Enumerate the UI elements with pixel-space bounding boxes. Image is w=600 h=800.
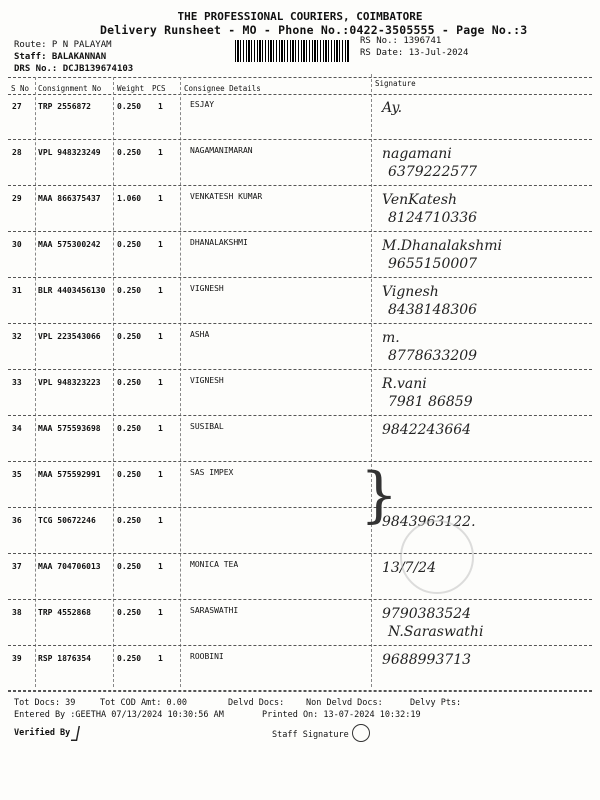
row-pcs: 1	[158, 562, 163, 571]
row-consignee-name: ROOBINI	[190, 652, 224, 661]
verifier-signature-mark: ˩	[70, 722, 81, 747]
row-signature: 9842243664	[382, 422, 472, 438]
verified-by: Verified By	[14, 728, 71, 738]
row-signature: R.vani	[382, 376, 427, 392]
col-divider	[113, 77, 114, 687]
row-pcs: 1	[158, 102, 163, 111]
row-sno: 38	[12, 608, 22, 617]
grouping-brace: }	[360, 460, 399, 530]
row-signature: 9790383524	[382, 606, 472, 622]
row-sno: 31	[12, 286, 22, 295]
row-signature: 9688993713	[382, 652, 472, 668]
row-divider	[8, 369, 592, 370]
staff-label: Staff: BALAKANNAN	[14, 52, 107, 62]
row-pcs: 1	[158, 148, 163, 157]
row-pcs: 1	[158, 424, 163, 433]
row-weight: 0.250	[117, 424, 142, 433]
delivery-points: Delvy Pts:	[410, 698, 462, 708]
row-consignment-no: TRP 4552868	[38, 608, 91, 617]
row-consignee-name: ASHA	[190, 330, 210, 339]
row-divider	[8, 139, 592, 140]
row-divider	[8, 599, 592, 600]
col-header-consignment: Consignment No	[38, 84, 102, 93]
non-delivered-docs: Non Delvd Docs:	[306, 698, 383, 708]
header-rule-top	[8, 77, 592, 78]
runsheet-subtitle: Delivery Runsheet - MO - Phone No.:0422-3505555 - Page No.:3	[100, 23, 528, 37]
row-divider	[8, 553, 592, 554]
printed-on: Printed On: 13-07-2024 10:32:19	[262, 710, 421, 720]
rs-date: RS Date: 13-Jul-2024	[360, 48, 469, 58]
barcode	[235, 40, 350, 62]
row-consignment-no: MAA 575300242	[38, 240, 101, 249]
row-pcs: 1	[158, 332, 163, 341]
row-pcs: 1	[158, 516, 163, 525]
company-stamp	[400, 520, 474, 594]
row-signature: M.Dhanalakshmi	[382, 238, 502, 254]
row-signature-phone: 7981 86859	[388, 394, 473, 410]
row-pcs: 1	[158, 194, 163, 203]
row-signature-phone: N.Saraswathi	[388, 624, 484, 640]
row-sno: 28	[12, 148, 22, 157]
col-header-sno: S No	[11, 84, 30, 93]
company-title: THE PROFESSIONAL COURIERS, COIMBATORE	[177, 10, 423, 23]
row-pcs: 1	[158, 470, 163, 479]
footer-rule	[8, 690, 592, 691]
row-signature: Ay.	[382, 100, 403, 116]
row-consignee-name: VIGNESH	[190, 376, 224, 385]
row-divider	[8, 323, 592, 324]
row-divider	[8, 645, 592, 646]
row-signature-phone: 8778633209	[388, 348, 478, 364]
total-docs: Tot Docs: 39	[14, 698, 76, 708]
row-consignment-no: BLR 4403456130	[38, 286, 106, 295]
col-header-signature: Signature	[375, 79, 416, 88]
row-pcs: 1	[158, 654, 163, 663]
row-weight: 0.250	[117, 286, 142, 295]
entered-by: Entered By :GEETHA 07/13/2024 10:30:56 AM	[14, 710, 224, 720]
row-weight: 0.250	[117, 470, 142, 479]
row-consignee-name: DHANALAKSHMI	[190, 238, 248, 247]
row-weight: 0.250	[117, 102, 142, 111]
row-consignment-no: VPL 948323223	[38, 378, 101, 387]
row-consignment-no: RSP 1876354	[38, 654, 91, 663]
row-pcs: 1	[158, 378, 163, 387]
row-consignee-name: SARASWATHI	[190, 606, 239, 615]
header-rule-bottom	[8, 94, 592, 95]
row-consignment-no: TRP 2556872	[38, 102, 91, 111]
row-sno: 39	[12, 654, 22, 663]
row-consignment-no: MAA 575593698	[38, 424, 101, 433]
col-header-weight: Weight	[117, 84, 145, 93]
row-consignment-no: VPL 223543066	[38, 332, 101, 341]
delivered-docs: Delvd Docs:	[228, 698, 285, 708]
row-consignee-name: VENKATESH KUMAR	[190, 192, 263, 201]
row-weight: 0.250	[117, 608, 142, 617]
row-weight: 0.250	[117, 148, 142, 157]
row-pcs: 1	[158, 240, 163, 249]
row-signature: VenKatesh	[382, 192, 458, 208]
row-sno: 34	[12, 424, 22, 433]
row-weight: 0.250	[117, 240, 142, 249]
row-consignee-name: SAS IMPEX	[190, 468, 234, 477]
row-divider	[8, 507, 592, 508]
row-weight: 0.250	[117, 378, 142, 387]
row-consignee-name: MONICA TEA	[190, 560, 239, 569]
route-label: Route: P N PALAYAM	[14, 40, 112, 50]
col-header-consignee: Consignee Details	[184, 84, 261, 93]
col-header-pcs: PCS	[152, 84, 166, 93]
row-consignee-name: NAGAMANIMARAN	[190, 146, 253, 155]
row-signature: 13/7/24	[382, 560, 436, 576]
drs-number: DRS No.: DCJB139674103	[14, 64, 134, 74]
row-weight: 0.250	[117, 516, 142, 525]
row-sno: 29	[12, 194, 22, 203]
row-signature: 9843963122.	[382, 514, 476, 530]
row-sno: 36	[12, 516, 22, 525]
row-signature: m.	[382, 330, 400, 346]
row-consignment-no: MAA 575592991	[38, 470, 101, 479]
row-sno: 37	[12, 562, 22, 571]
row-weight: 1.060	[117, 194, 142, 203]
row-divider	[8, 415, 592, 416]
row-consignment-no: MAA 866375437	[38, 194, 101, 203]
row-pcs: 1	[158, 286, 163, 295]
row-consignee-name: SUSIBAL	[190, 422, 224, 431]
row-signature-phone: 8438148306	[388, 302, 478, 318]
row-divider	[8, 277, 592, 278]
row-sno: 30	[12, 240, 22, 249]
row-divider	[8, 461, 592, 462]
row-signature-phone: 6379222577	[388, 164, 478, 180]
row-consignment-no: MAA 704706013	[38, 562, 101, 571]
col-divider	[371, 74, 372, 687]
row-divider	[8, 231, 592, 232]
col-divider	[35, 77, 36, 687]
row-weight: 0.250	[117, 562, 142, 571]
row-signature: Vignesh	[382, 284, 439, 300]
row-pcs: 1	[158, 608, 163, 617]
total-cod-amount: Tot COD Amt: 0.00	[100, 698, 187, 708]
row-divider	[8, 691, 592, 692]
row-sno: 33	[12, 378, 22, 387]
staff-signature-mark	[352, 724, 370, 742]
row-consignee-name: ESJAY	[190, 100, 215, 109]
row-consignee-name: VIGNESH	[190, 284, 224, 293]
row-consignment-no: TCG 50672246	[38, 516, 96, 525]
row-weight: 0.250	[117, 332, 142, 341]
row-sno: 32	[12, 332, 22, 341]
rs-number: RS No.: 1396741	[360, 36, 442, 46]
col-divider	[180, 77, 181, 687]
row-signature-phone: 8124710336	[388, 210, 478, 226]
staff-signature-label: Staff Signature	[272, 730, 349, 740]
row-sno: 27	[12, 102, 22, 111]
row-consignment-no: VPL 948323249	[38, 148, 101, 157]
row-sno: 35	[12, 470, 22, 479]
row-divider	[8, 185, 592, 186]
row-weight: 0.250	[117, 654, 142, 663]
row-signature-phone: 9655150007	[388, 256, 478, 272]
row-signature: nagamani	[382, 146, 452, 162]
